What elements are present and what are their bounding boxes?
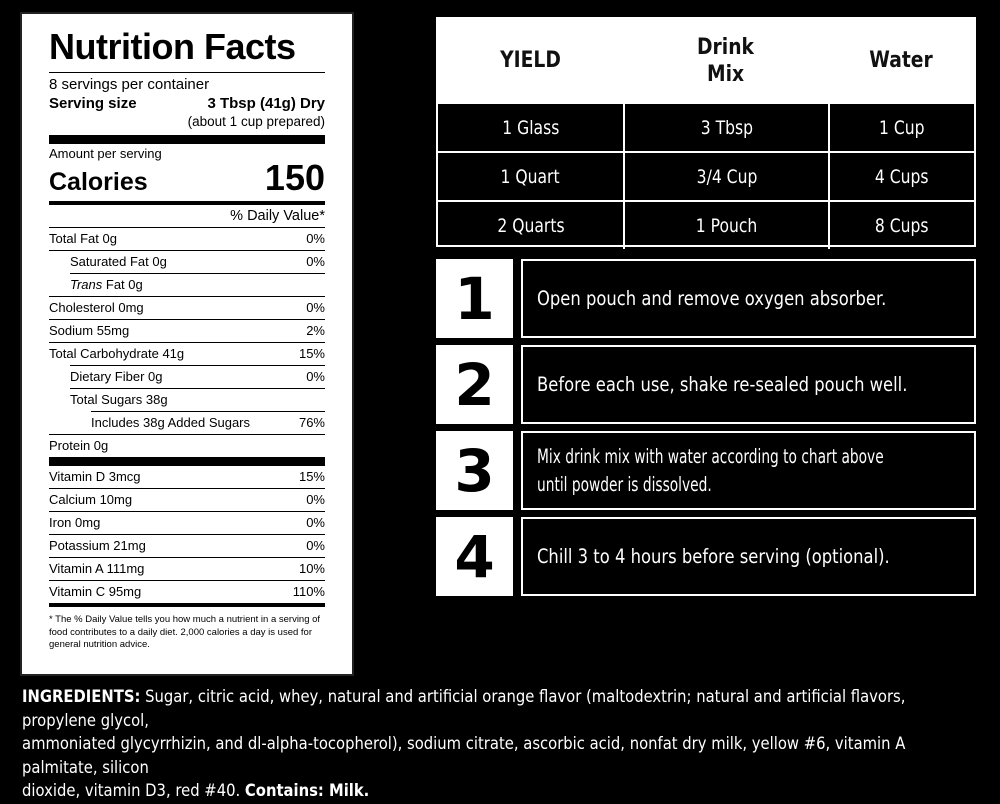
step-instruction-line: Mix drink mix with water according to chart above [537,444,884,468]
divider [49,72,325,73]
vitamin-dv: 0% [306,492,325,507]
step-number: 1 [436,259,513,338]
nutrient-row [70,273,325,296]
nutrient-dv: 0% [306,369,325,384]
vitamin-label: Vitamin D 3mcg [49,469,141,484]
step-instruction-text [537,443,950,499]
calories-label: Calories [49,168,148,196]
serving-size-note: (about 1 cup prepared) [187,114,325,129]
yield-cell [828,200,974,249]
nutrient-dv: 0% [306,300,325,315]
vitamin-dv: 0% [306,515,325,530]
yield-cell-text: 3 Tbsp [700,116,753,139]
nutrient-label: Cholesterol 0mg [49,300,144,315]
yield-cell-text: 1 Quart [500,165,561,188]
serving-size-value: 3 Tbsp (41g) Dry [207,95,325,112]
ingredients-line: ammoniated glycyrrhizin, and dl-alpha-tocopherol), sodium citrate, ascorbic acid, nonfat dry milk, yellow #6, vitamin A palmitate, silicon [22,734,906,778]
vitamin-label: Potassium 21mg [49,538,146,553]
nutrient-label-italic: Trans [70,277,103,292]
vitamin-row [49,466,325,488]
nutrient-row [49,296,325,319]
nutrient-row [49,227,325,250]
nutrient-label: Protein 0g [49,438,109,453]
step-instruction [521,517,976,596]
yield-table [436,17,976,247]
ingredients-text: dioxide, vitamin D3, red #40. [22,781,241,801]
nutrient-row [49,342,325,365]
nutrient-row [49,434,325,457]
nutrient-label: Total Sugars 38g [70,392,168,407]
serving-size-label: Serving size [49,95,137,112]
step-instruction [521,259,976,338]
step-2 [436,345,976,424]
yield-cell-text: 3/4 Cup [696,165,757,188]
divider-medium [49,603,325,607]
yield-cell [438,102,623,151]
calories-row [49,157,325,199]
step-number: 3 [436,431,513,510]
vitamin-row [49,557,325,580]
nutrient-row [70,388,325,411]
yield-cell-text: 8 Cups [875,214,929,237]
vitamin-row [49,511,325,534]
yield-cell [623,200,828,249]
step-4 [436,517,976,596]
yield-cell [828,151,974,200]
nutrient-row [49,250,325,273]
yield-cell-text: 2 Quarts [496,214,565,237]
ingredients-label: INGREDIENTS: [22,687,141,707]
vitamin-row [49,488,325,511]
yield-table-row [438,102,974,151]
step-instruction [521,345,976,424]
step-number: 4 [436,517,513,596]
daily-value-footnote: * The % Daily Value tells you how much a nutrient in a serving of food contributes to a daily diet. 2,000 calories a day is used for general nutrition advice. [49,614,321,650]
yield-cell [438,151,623,200]
yield-cell [438,200,623,249]
divider-thick [49,457,325,466]
servings-per-container: 8 servings per container [49,76,210,93]
step-1 [436,259,976,338]
vitamin-row [49,534,325,557]
vitamin-row [49,580,325,603]
yield-header-water: Water [869,48,933,73]
yield-header-drink-mix [638,19,812,102]
vitamin-label: Iron 0mg [49,515,101,530]
nutrient-row [49,319,325,342]
yield-header-drink-mix-text: Drink Mix [697,34,754,87]
step-instruction-line: until powder is dissolved. [537,472,712,496]
nutrient-row [91,411,325,434]
nutrition-facts-panel [20,12,354,676]
yield-cell-text: 1 Pouch [695,214,758,237]
step-number: 2 [436,345,513,424]
ingredients-statement [22,686,979,804]
nutrient-label: Includes 38g Added Sugars [91,415,251,430]
yield-cell [828,102,974,151]
nutrient-dv: 0% [306,231,325,246]
nutrient-dv: 15% [298,346,325,361]
nutrient-label: Dietary Fiber 0g [70,369,163,384]
vitamin-dv: 0% [306,538,325,553]
yield-table-row [438,151,974,200]
yield-table-header [438,19,974,102]
nutrient-label: Total Carbohydrate 41g [49,346,185,361]
nutrient-row [70,365,325,388]
nutrient-dv: 76% [298,415,325,430]
nutrient-dv: 0% [306,254,325,269]
vitamin-label: Vitamin A 111mg [49,561,145,576]
step-instruction [521,431,976,510]
vitamin-dv: 110% [292,584,325,599]
divider-thick [49,135,325,144]
step-instruction-text: Chill 3 to 4 hours before serving (optional). [537,544,890,568]
nutrient-label: Saturated Fat 0g [70,254,167,269]
nutrition-title: Nutrition Facts [49,26,296,67]
ingredients-line [22,780,979,804]
nutrient-label-rest: Fat 0g [102,277,143,292]
ingredients-text: Sugar, citric acid, whey, natural and artificial orange flavor (maltodextrin; natural and artificial flavors, propylene glycol, [22,687,906,731]
ingredients-line [22,686,979,733]
allergen-statement: Contains: Milk. [244,781,370,801]
step-3 [436,431,976,510]
nutrient-label [70,274,143,296]
yield-header-yield: YIELD [500,48,561,73]
yield-cell-text: 1 Cup [879,116,925,139]
yield-table-row [438,200,974,249]
step-instruction-text: Open pouch and remove oxygen absorber. [537,286,887,310]
vitamin-label: Vitamin C 95mg [49,584,142,599]
yield-cell-text: 4 Cups [875,165,929,188]
amount-per-serving: Amount per serving [49,146,162,161]
nutrient-label: Total Fat 0g [49,231,117,246]
yield-cell [623,102,828,151]
step-instruction-text: Before each use, shake re-sealed pouch well. [537,372,908,396]
nutrient-dv: 2% [306,323,325,338]
vitamin-dv: 10% [298,561,325,576]
yield-cell-text: 1 Glass [501,116,560,139]
calories-value: 150 [264,157,325,198]
vitamin-dv: 15% [298,469,325,484]
vitamin-label: Calcium 10mg [49,492,133,507]
yield-cell [623,151,828,200]
serving-size [49,94,325,113]
daily-value-header: % Daily Value* [230,208,325,224]
nutrient-label: Sodium 55mg [49,323,130,338]
